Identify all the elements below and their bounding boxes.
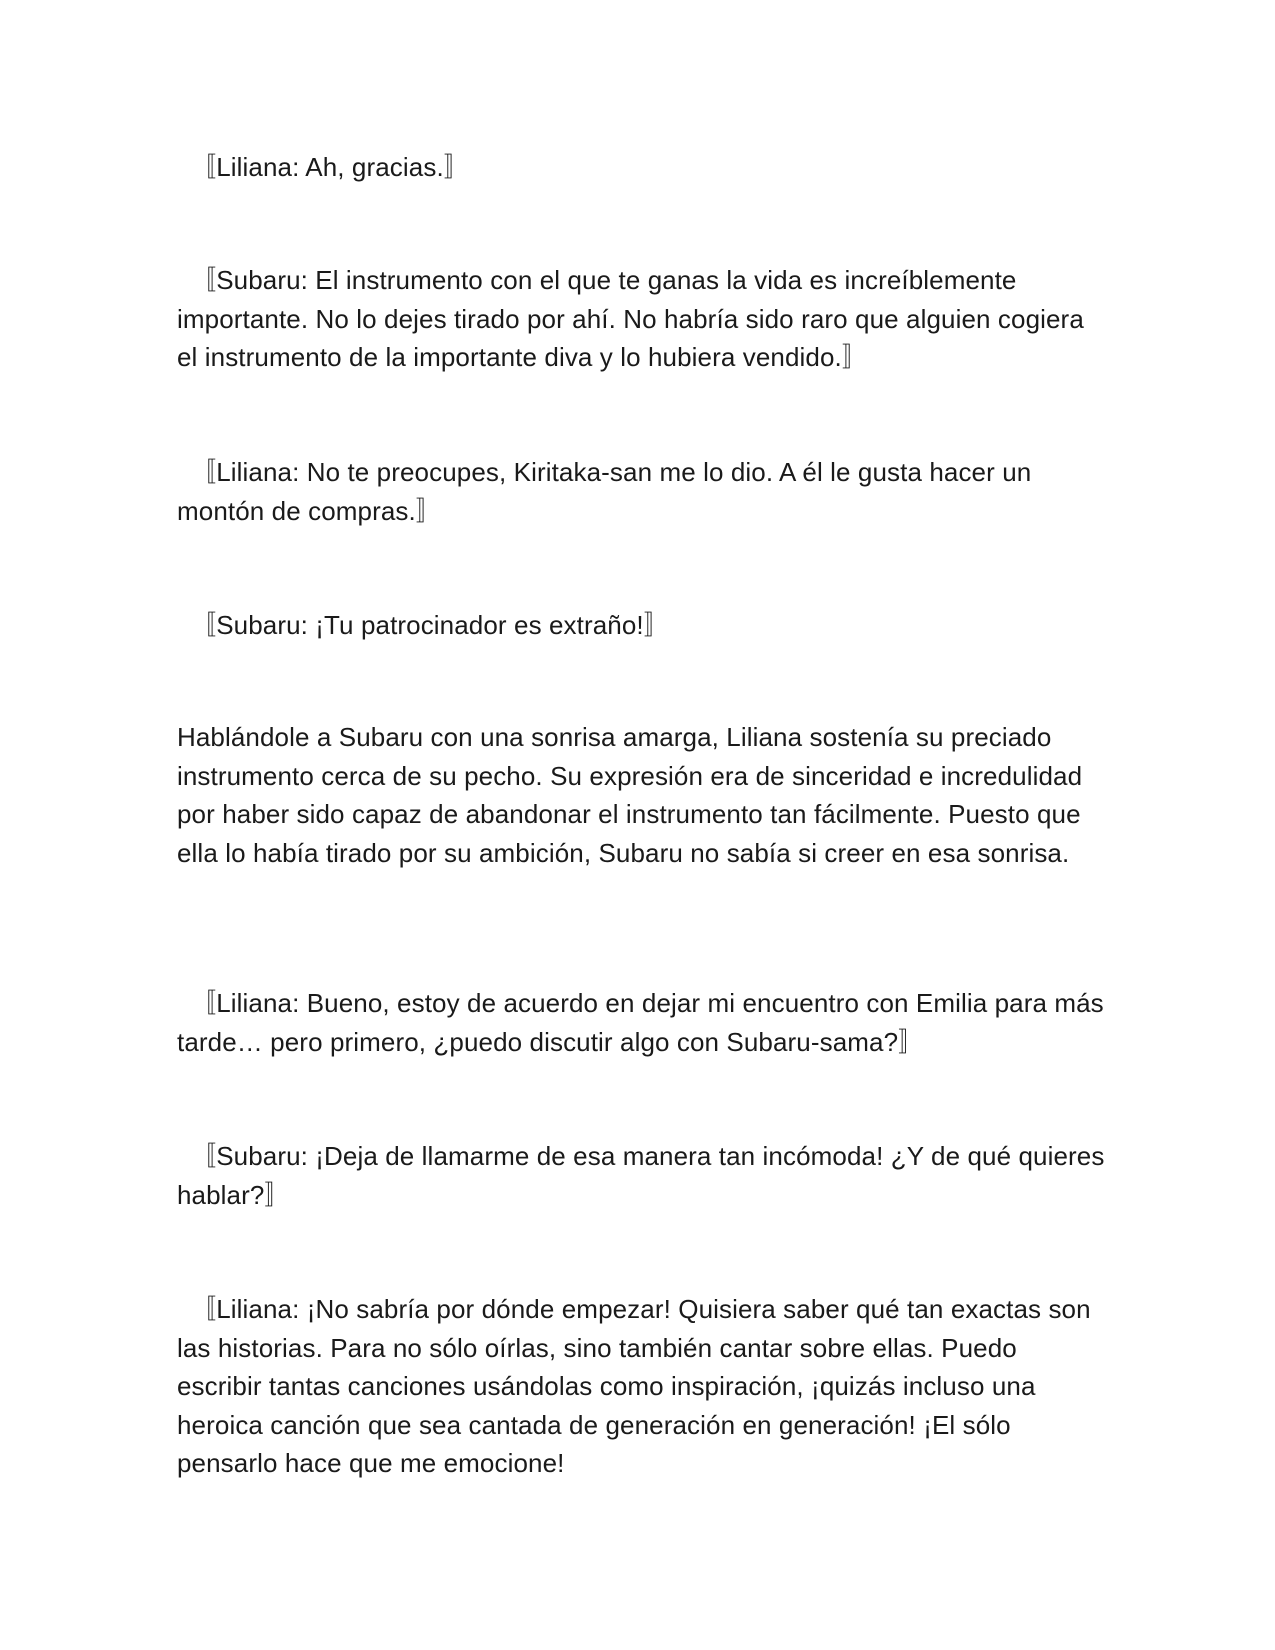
narration-paragraph: Hablándole a Subaru con una sonrisa amarga, Liliana sostenía su preciado instrumento cerca de su pecho. Su expresión era de sinceridad e incredulidad por haber sido capaz de abandonar el instrumento tan fácilmente. Puesto que ella lo había tirado por su ambición, Subaru no sabía si creer en esa sonrisa. — [177, 722, 1083, 868]
dialogue-liliana-kiritaka: 〚Liliana: No te preocupes, Kiritaka-san me lo dio. A él le gusta hacer un montón de compras.〛 — [177, 457, 1032, 526]
dialogue-liliana-thanks: 〚Liliana: Ah, gracias.〛 — [177, 152, 470, 182]
dialogue-subaru-sponsor: 〚Subaru: ¡Tu patrocinador es extraño!〛 — [177, 610, 670, 640]
dialogue-liliana-stories: 〚Liliana: ¡No sabría por dónde empezar! Quisiera saber qué tan exactas son las historias. Para no sólo oírlas, sino también cantar sobre ellas. Puedo escribir tantas canciones usándolas como inspiración, ¡quizás incluso una heroica canción que sea cantada de generación en generación! ¡El sólo pensarlo hace que me emocione! — [177, 1294, 1091, 1478]
dialogue-subaru-stop-calling: 〚Subaru: ¡Deja de llamarme de esa manera tan incómoda! ¿Y de qué quieres hablar?〛 — [177, 1141, 1105, 1210]
dialogue-subaru-instrument: 〚Subaru: El instrumento con el que te ganas la vida es increíblemente importante. No lo dejes tirado por ahí. No habría sido raro que alguien cogiera el instrumento de la importante diva y lo hubiera vendido.〛 — [177, 265, 1084, 372]
dialogue-liliana-emilia: 〚Liliana: Bueno, estoy de acuerdo en dejar mi encuentro con Emilia para más tarde… pero primero, ¿puedo discutir algo con Subaru-sama?〛 — [177, 988, 1104, 1057]
